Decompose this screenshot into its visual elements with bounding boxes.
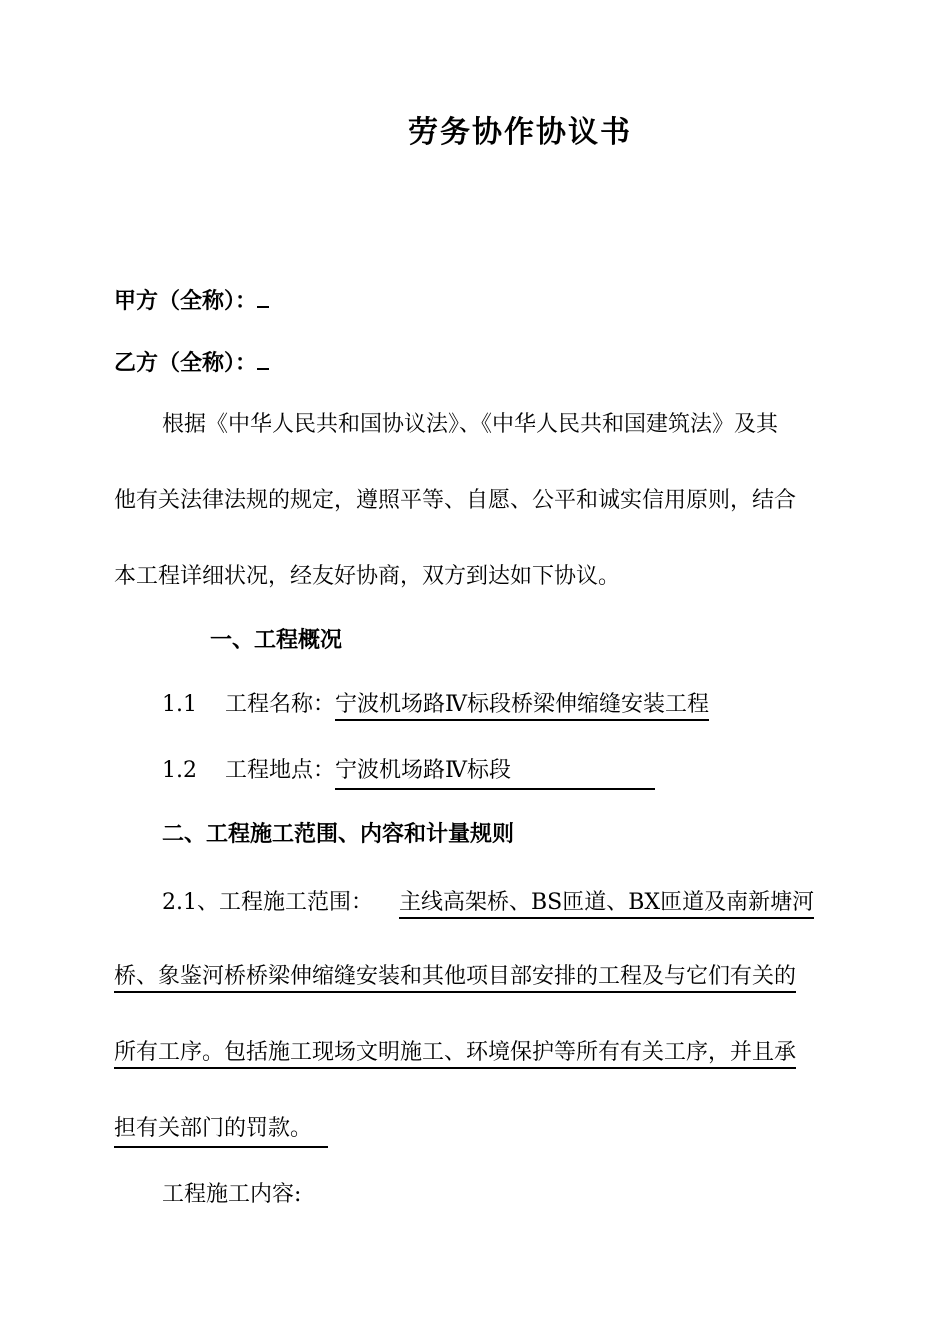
section1-heading: 一、工程概况 [210,628,343,653]
project-name-line [162,690,709,720]
scope-text-4: 担有关部门的罚款。 [114,1114,328,1148]
intro-line-3: 本工程详细状况，经友好协商，双方到达如下协议。 [114,564,621,589]
party-a-blank [257,284,269,308]
section2-heading: 二、工程施工范围、内容和计量规则 [162,822,515,847]
party-b-line [114,346,269,379]
intro-line-2: 他有关法律法规的规定，遵照平等、自愿、公平和诚实信用原则，结合 [114,488,797,513]
scope-text-2: 桥、象鉴河桥桥梁伸缩缝安装和其他项目部安排的工程及与它们有关的 [114,964,796,993]
scope-line-1 [162,888,814,918]
intro-line-1: 根据《中华人民共和国协议法》、《中华人民共和国建筑法》及其 [162,412,779,437]
document-title: 劳务协作协议书 [408,115,632,150]
scope-text-3: 所有工序。包括施工现场文明施工、环境保护等所有有关工序，并且承 [114,1040,796,1069]
scope-line-3 [114,1038,796,1068]
project-location-label: 1.2 工程地点： [162,758,335,783]
project-name-value: 宁波机场路Ⅳ标段桥梁伸缩缝安装工程 [335,692,709,721]
project-location-value: 宁波机场路Ⅳ标段 [335,756,655,790]
party-a-label: 甲方（全称）： [114,289,258,314]
content-label: 工程施工内容: [162,1182,302,1207]
scope-line-2 [114,962,796,992]
scope-text-1: 主线高架桥、BS匝道、BX匝道及南新塘河 [399,890,814,919]
party-a-line [114,284,269,317]
party-b-blank [257,346,269,370]
project-name-label: 1.1 工程名称： [162,692,335,717]
scope-line-4 [114,1114,328,1148]
project-location-line [162,756,655,790]
party-b-label: 乙方（全称）： [114,351,258,376]
scope-label: 2.1、工程施工范围： [162,890,373,915]
